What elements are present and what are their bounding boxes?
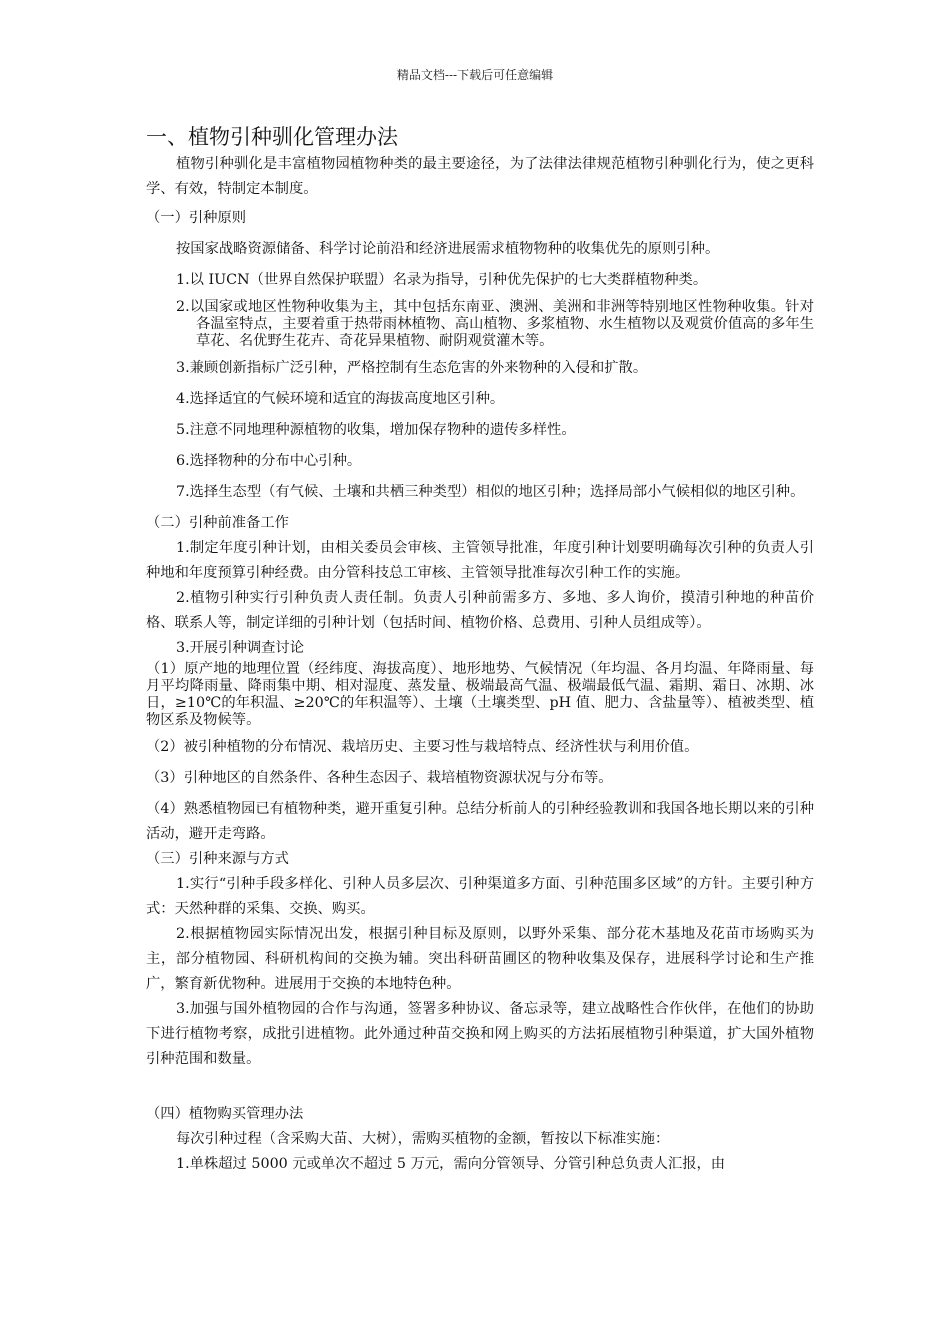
sources-paragraph-2: 2.根据植物园实际情况出发，根据引种目标及原则，以野外采集、部分花木基地及花苗市场购买为主，部分植物园、科研机构间的交换为辅。突出科研苗圃区的物种收集及保存，进展科学讨论和生产推广，繁育新优物种。进展用于交换的本地特色种。 bbox=[146, 926, 814, 992]
principle-item-5: 5.注意不同地理种源植物的收集，增加保存物种的遗传多样性。 bbox=[176, 422, 576, 438]
page-header: 精品文档---下载后可任意编辑 bbox=[396, 68, 554, 82]
principle-item-7: 7.选择生态型（有气候、土壤和共栖三种类型）相似的地区引种；选择局部小气候相似的地区引种。 bbox=[176, 484, 805, 500]
document-title: 一、植物引种驯化管理办法 bbox=[146, 125, 398, 149]
preparation-paragraph-1: 1.制定年度引种计划，由相关委员会审核、主管领导批准，年度引种计划要明确每次引种的负责人引种地和年度预算引种经费。由分管科技总工审核、主管领导批准每次引种工作的实施。 bbox=[146, 540, 814, 581]
principle-item-3: 3.兼顾创新指标广泛引种，严格控制有生态危害的外来物种的入侵和扩散。 bbox=[176, 360, 648, 376]
preparation-paragraph-3: 3.开展引种调查讨论 bbox=[176, 640, 305, 656]
survey-item-4: （4）熟悉植物园已有植物种类，避开重复引种。总结分析前人的引种经验教训和我国各地长期以来的引种活动，避开走弯路。 bbox=[146, 801, 814, 842]
survey-item-2: （2）被引种植物的分布情况、栽培历史、主要习性与栽培特点、经济性状与利用价值。 bbox=[146, 739, 699, 755]
survey-item-3: （3）引种地区的自然条件、各种生态因子、栽培植物资源状况与分布等。 bbox=[146, 770, 613, 786]
section-heading-purchase: （四）植物购买管理办法 bbox=[146, 1106, 304, 1122]
principle-item-4: 4.选择适宜的气候环境和适宜的海拔高度地区引种。 bbox=[176, 391, 505, 407]
principle-item-6: 6.选择物种的分布中心引种。 bbox=[176, 453, 362, 469]
principles-intro: 按国家战略资源储备、科学讨论前沿和经济进展需求植物物种的收集优先的原则引种。 bbox=[176, 241, 720, 257]
purchase-paragraph-1: 1.单株超过 5000 元或单次不超过 5 万元，需向分管领导、分管引种总负责人汇报，由 bbox=[176, 1156, 726, 1172]
principle-item-2: 2.以国家或地区性物种收集为主，其中包括东南亚、澳洲、美洲和非洲等特别地区性物种收集。针对各温室特点，主要着重于热带雨林植物、高山植物、多浆植物、水生植物以及观赏价值高的多年生草花、名优野生花卉、奇花异果植物、耐阴观赏灌木等。 bbox=[176, 299, 814, 349]
purchase-intro: 每次引种过程（含采购大苗、大树），需购买植物的金额，暂按以下标准实施： bbox=[176, 1131, 670, 1147]
section-heading-preparation: （二）引种前准备工作 bbox=[146, 515, 289, 531]
preparation-paragraph-2: 2.植物引种实行引种负责人责任制。负责人引种前需多方、多地、多人询价，摸清引种地的种苗价格、联系人等，制定详细的引种计划（包括时间、植物价格、总费用、引种人员组成等）。 bbox=[146, 590, 814, 631]
section-heading-sources: （三）引种来源与方式 bbox=[146, 851, 289, 867]
survey-item-1: （1）原产地的地理位置（经纬度、海拔高度）、地形地势、气候情况（年均温、各月均温、年降雨量、每月平均降雨量、降雨集中期、相对湿度、蒸发量、极端最高气温、极端最低气温、霜期、霜日、冰期、冰日，≥10℃的年积温、≥20℃的年积温等）、土壤（土壤类型、pH 值、肥力、含盐量等）、植被类型、植物区系及物候等。 bbox=[146, 661, 814, 728]
sources-paragraph-1: 1.实行“引种手段多样化、引种人员多层次、引种渠道多方面、引种范围多区域”的方针。主要引种方式：天然种群的采集、交换、购买。 bbox=[146, 876, 814, 917]
section-heading-principles: （一）引种原则 bbox=[146, 210, 247, 226]
document-body bbox=[146, 122, 814, 1177]
sources-paragraph-3: 3.加强与国外植物园的合作与沟通，签署多种协议、备忘录等，建立战略性合作伙伴，在他们的协助下进行植物考察，成批引进植物。此外通过种苗交换和网上购买的方法拓展植物引种渠道，扩大国外植物引种范围和数量。 bbox=[146, 1001, 814, 1067]
intro-paragraph: 植物引种驯化是丰富植物园植物种类的最主要途径，为了法律法律规范植物引种驯化行为，使之更科学、有效，特制定本制度。 bbox=[146, 156, 814, 197]
principle-item-1: 1.以 IUCN（世界自然保护联盟）名录为指导，引种优先保护的七大类群植物种类。 bbox=[176, 272, 708, 288]
